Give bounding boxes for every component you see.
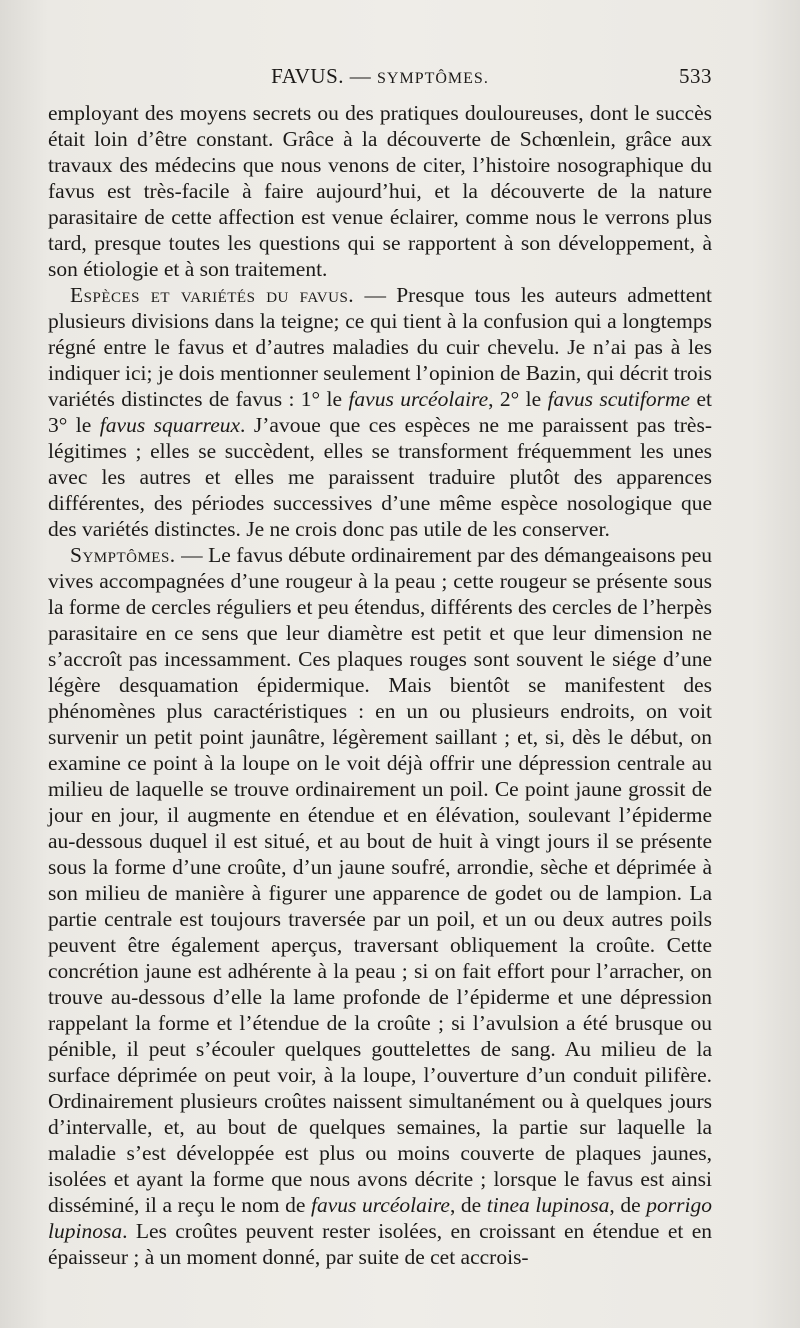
- header-dash: —: [349, 64, 372, 88]
- p3-text-3: , de: [609, 1193, 647, 1217]
- p2-text-2: , 2° le: [488, 387, 548, 411]
- p2-italic-3: favus squarreux: [99, 413, 241, 437]
- section-heading-symptomes: Symptômes.: [70, 543, 176, 567]
- header-section: SYMPTÔMES.: [377, 70, 489, 87]
- page-body: [48, 100, 712, 1270]
- p3-italic-1: favus urcéolaire: [311, 1193, 450, 1217]
- paragraph-1-text: employant des moyens secrets ou des pratiques douloureuses, dont le succès était loin d’être constant. Grâce à la découverte de Schœnlein, grâce aux travaux des médecins que nous venons de citer, l’histoire nosographique du favus est très-facile à faire aujourd’hui, et la découverte de la nature parasitaire de cette affection est venue éclairer, comme nous le verrons plus tard, presque toutes les questions qui se rapportent à son développement, à son étiologie et à son traitement.: [48, 101, 712, 281]
- p2-italic-2: favus scutiforme: [547, 387, 691, 411]
- page-number: 533: [679, 64, 712, 88]
- running-header: [48, 60, 712, 100]
- p3-italic-3: porrigo lupinosa: [48, 1193, 712, 1243]
- p2-text-1: — Presque tous les auteurs admettent plusieurs divisions dans la teigne; ce qui tient à la confusion qui a longtemps régné entre le favus et d’autres maladies du cuir chevelu. Je n’ai pas à les indiquer ici; je dois mentionner seulement l’opinion de Bazin, qui décrit trois variétés distinctes de favus : 1° le: [48, 283, 712, 411]
- p3-italic-2: tinea lupinosa: [486, 1193, 610, 1217]
- p2-text-3: et 3° le: [48, 387, 712, 437]
- p3-text-1: — Le favus débute ordinairement par des démangeaisons peu vives accompagnées d’une rougeur à la peau ; cette rougeur se présente sous la forme de cercles réguliers et peu étendus, différents des cercles de l’herpès parasitaire en ce sens que leur diamètre est petit et que leur dimension ne s’accroît pas incessamment. Ces plaques rouges sont souvent le siége d’une légère desquamation épidermique. Mais bientôt se manifestent des phénomènes plus caractéristiques : en un ou plusieurs endroits, on voit survenir un petit point jaunâtre, légèrement saillant ; et, si, dès le début, on examine ce point à la loupe on le voit déjà offrir une dépression centrale au milieu de laquelle se trouve ordinairement un poil. Ce point jaune grossit de jour en jour, il augmente en étendue et en élévation, soulevant l’épiderme au-dessous duquel il est situé, et au bout de huit à vingt jours il se présente sous la forme d’une croûte, d’un jaune soufré, arrondie, sèche et déprimée à son milieu de manière à figurer une apparence de godet ou de lampion. La partie centrale est toujours traversée par un poil, et un ou deux autres poils peuvent être également aperçus, traversant obliquement la croûte. Cette concrétion jaune est adhérente à la peau ; si on fait effort pour l’arracher, on trouve au-dessous d’elle la lame profonde de l’épiderme et une dépression rappelant la forme et l’étendue de la croûte ; si l’avulsion a été brusque ou pénible, il peut s’écouler quelques gouttelettes de sang. Au milieu de la surface déprimée on peut voir, à la loupe, l’ouverture d’un conduit pilifère. Ordinairement plusieurs croûtes naissent simultanément ou à quelques jours d’intervalle, et, au bout de quelques semaines, la partie sur laquelle la maladie s’est développée est plus ou moins couverte de plaques jaunes, isolées et ayant la forme que nous avons décrite ; lorsque le favus est ainsi disséminé, il a reçu le nom de: [48, 543, 713, 1217]
- paragraph-especes: [48, 282, 712, 542]
- section-heading-especes: Espèces et variétés du favus.: [70, 283, 355, 307]
- p3-text-4: . Les croûtes peuvent rester isolées, en croissant en étendue et en épaisseur ; à un moment donné, par suite de cet accrois-: [48, 1219, 712, 1269]
- p2-text-4: . J’avoue que ces espèces ne me paraissent pas très-légitimes ; elles se succèdent, elles se transforment fréquemment les unes avec les autres et elles me paraissent traduire plutôt des apparences différentes, des périodes successives d’une même espèce nosologique que des variétés distinctes. Je ne crois donc pas utile de les conserver.: [48, 413, 712, 541]
- p2-italic-1: favus urcéolaire: [348, 387, 489, 411]
- p3-text-2: , de: [449, 1193, 487, 1217]
- paragraph-continuation: [48, 100, 712, 282]
- running-title: [48, 64, 712, 89]
- paragraph-symptomes: [48, 542, 712, 1270]
- header-title: FAVUS.: [271, 64, 345, 88]
